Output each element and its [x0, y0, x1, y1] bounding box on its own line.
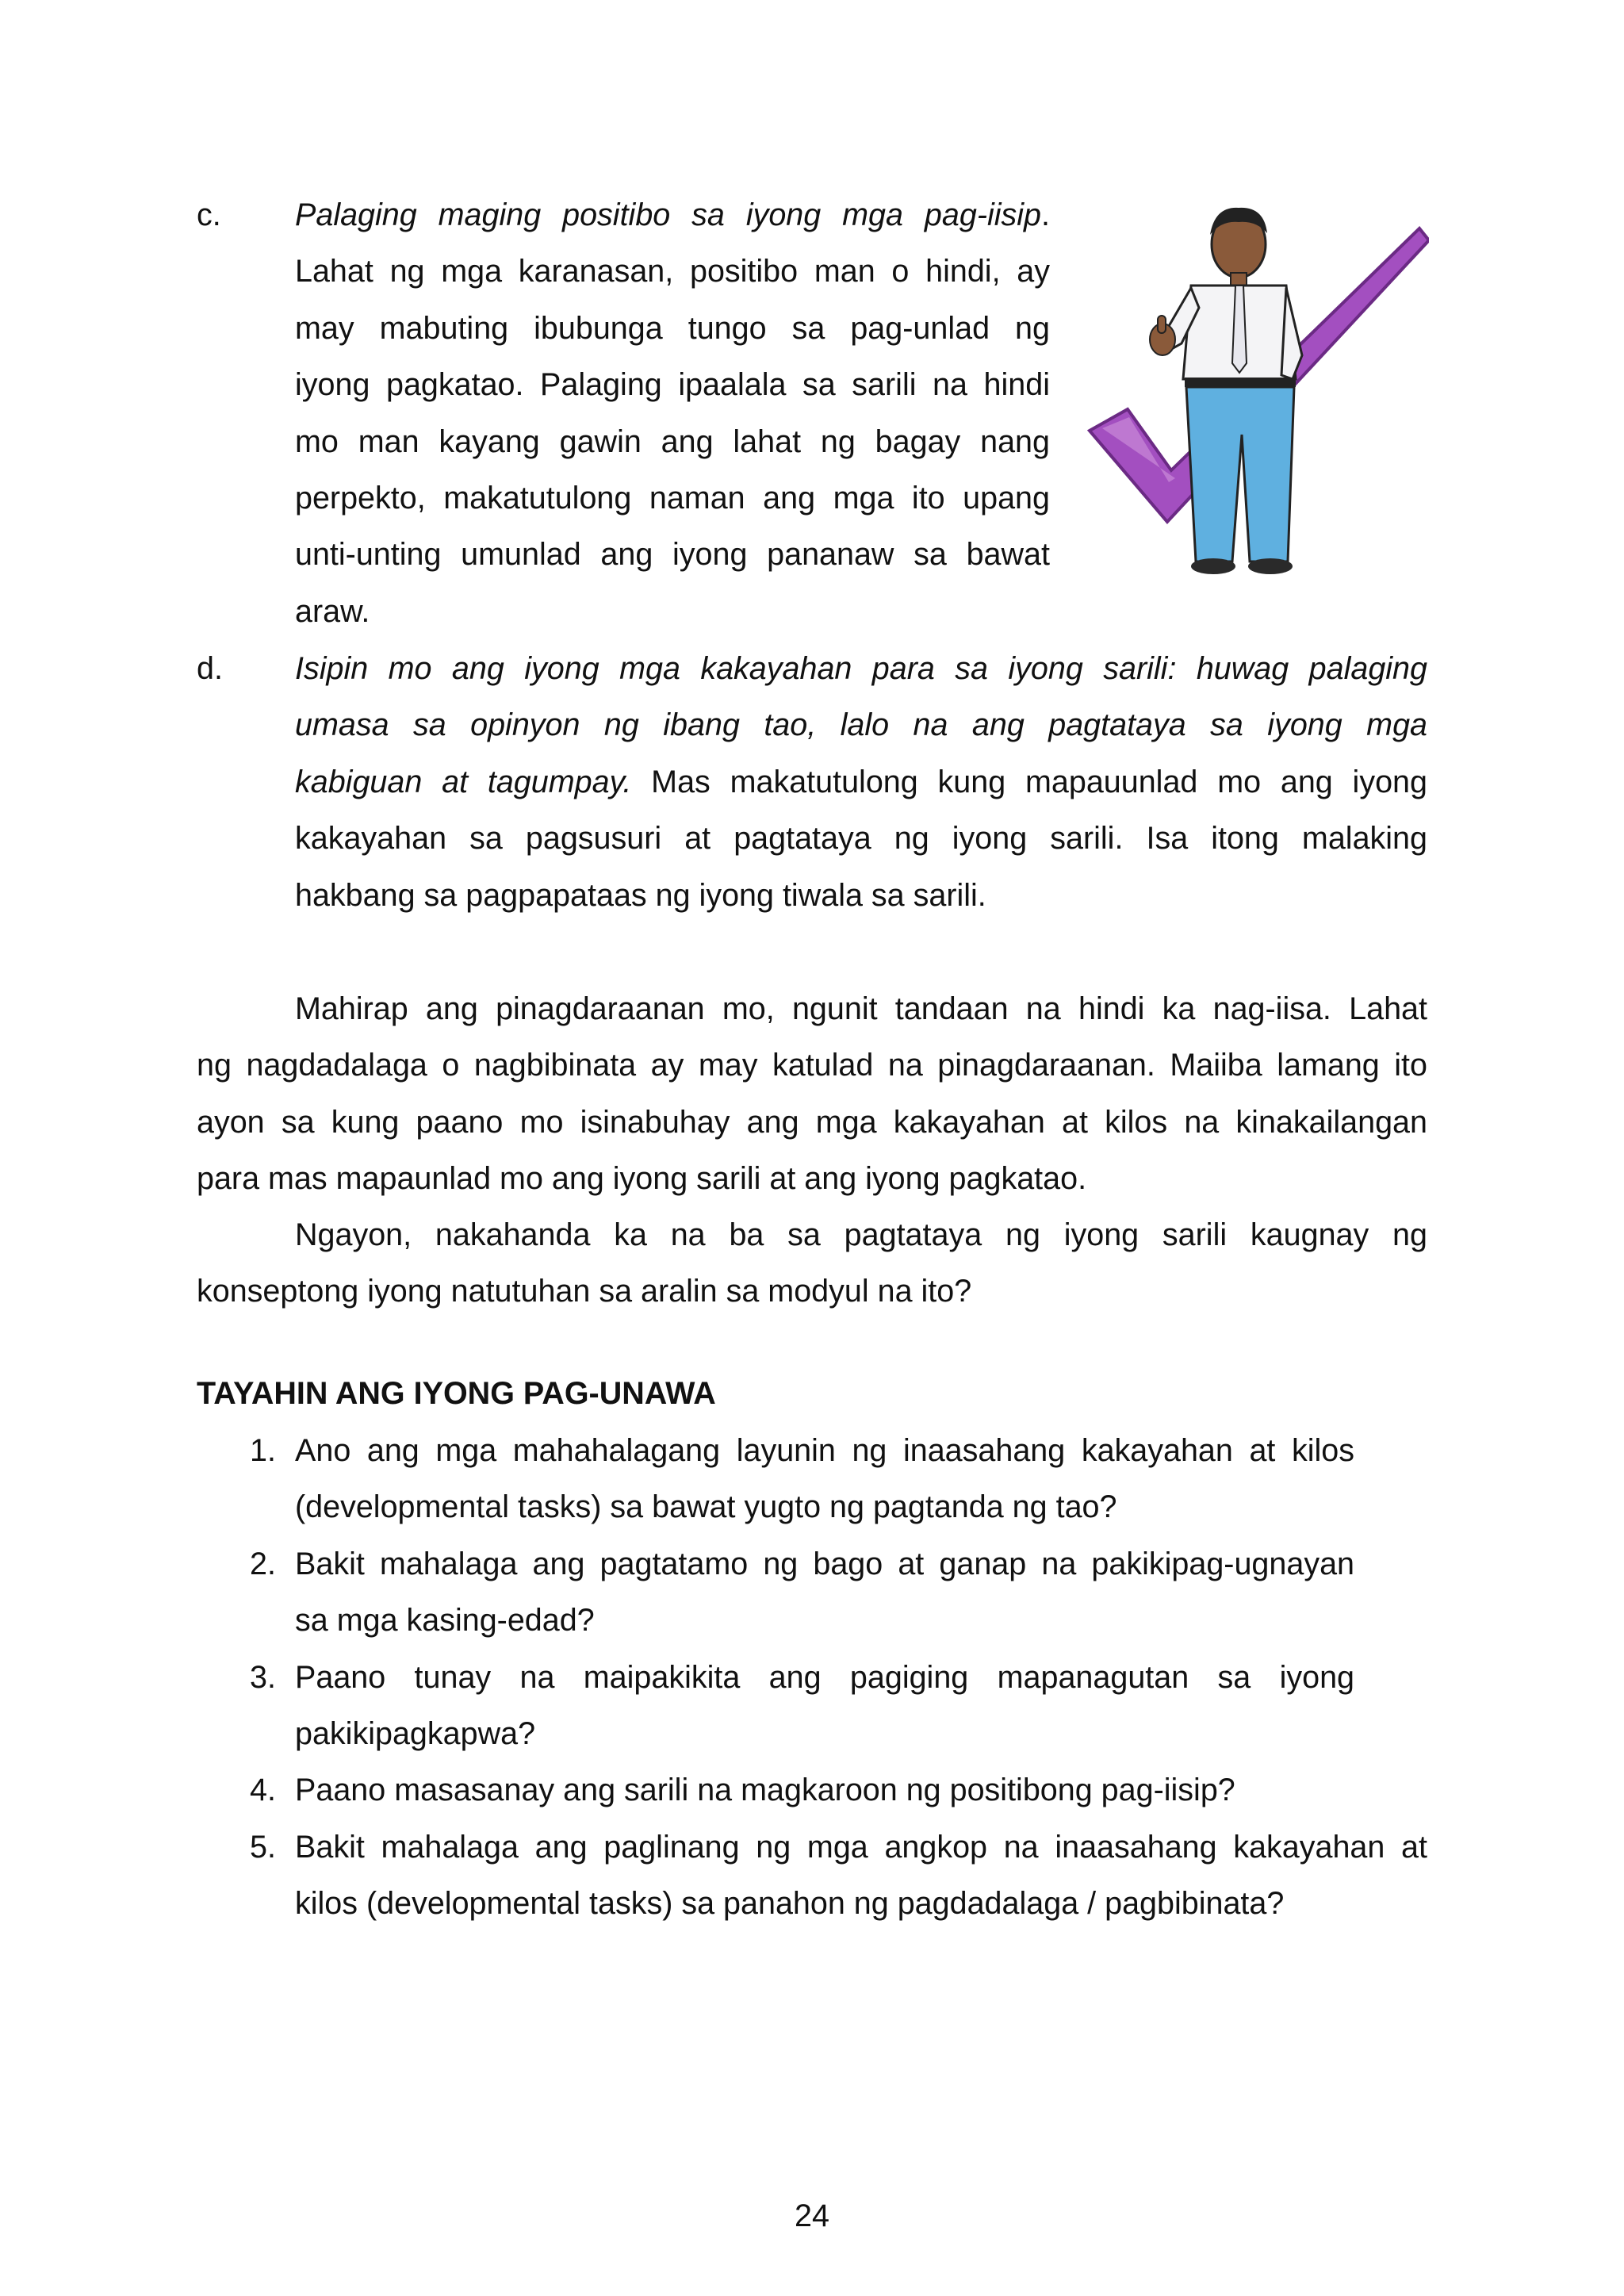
italic-text: Isipin mo ang iyong mga kakayahan para sa iyong sarili: huwag palaging — [295, 651, 1427, 686]
question-number: 5. — [250, 1829, 276, 1865]
text: kakayahan sa pagsusuri at pagtataya ng iyong sarili. Isa itong malaking — [295, 821, 1427, 857]
question-line: Bakit mahalaga ang pagtatamo ng bago at ganap na pakikipag-ugnayan — [295, 1546, 1354, 1581]
question-line: Paano masasanay ang sarili na magkaroon ng positibong pag-iisip? — [295, 1773, 1235, 1808]
paragraph-1-line: para mas mapaunlad mo ang iyong sarili at ang iyong pagkatao. — [197, 1161, 1087, 1197]
paragraph-2-line: Ngayon, nakahanda ka na ba sa pagtataya ng iyong sarili kaugnay ng — [295, 1217, 1427, 1252]
paragraph-1-line: ayon sa kung paano mo isinabuhay ang mga kakayahan at kilos na kinakailangan — [197, 1104, 1427, 1140]
question-number: 3. — [250, 1659, 276, 1695]
text: iyong pagkatao. Palaging ipaalala sa sarili na hindi — [295, 367, 1050, 403]
item-c-line — [295, 478, 1050, 518]
section-heading: TAYAHIN ANG IYONG PAG-UNAWA — [197, 1376, 716, 1411]
italic-text: Palaging maging positibo sa iyong mga pag-iisip — [295, 197, 1042, 232]
item-c-line — [295, 251, 1050, 291]
text: perpekto, makatutulong naman ang mga ito upang — [295, 481, 1050, 516]
item-c-line — [295, 592, 1050, 631]
paragraph-2-line: konseptong iyong natutuhan sa aralin sa modyul na ito? — [197, 1274, 972, 1309]
italic-text: kabiguan at tagumpay. — [295, 764, 632, 799]
question-line: (developmental tasks) sa bawat yugto ng pagtanda ng tao? — [295, 1489, 1117, 1525]
question-number: 4. — [250, 1773, 276, 1808]
page-number: 24 — [795, 2198, 829, 2233]
text: araw. — [295, 593, 370, 629]
boy-with-checkmark-illustration — [1080, 197, 1429, 577]
text: may mabuting ibubunga tungo sa pag-unlad ng — [295, 310, 1050, 346]
text: hakbang sa pagpapataas ng iyong tiwala sa sarili. — [295, 877, 986, 913]
question-line: Bakit mahalaga ang paglinang ng mga angkop na inaasahang kakayahan at — [295, 1829, 1427, 1865]
text: . — [1041, 197, 1050, 232]
question-line: pakikipagkapwa? — [295, 1716, 536, 1751]
item-c-label: c. — [197, 197, 221, 232]
text: mo man kayang gawin ang lahat ng bagay nang — [295, 424, 1050, 459]
question-line: sa mga kasing-edad? — [295, 1603, 595, 1639]
question-line: Ano ang mga mahahalagang layunin ng inaasahang kakayahan at kilos — [295, 1433, 1354, 1468]
item-d-line — [295, 818, 1427, 858]
text: unti-unting umunlad ang iyong pananaw sa bawat — [295, 537, 1050, 573]
paragraph-1-line: ng nagdadalaga o nagbibinata ay may katulad na pinagdaraanan. Maiiba lamang ito — [197, 1048, 1427, 1083]
question-number: 1. — [250, 1433, 276, 1468]
question-line: kilos (developmental tasks) sa panahon ng pagdadalaga / pagbibinata? — [295, 1886, 1285, 1922]
text: Mas makatutulong kung mapauunlad mo ang iyong — [631, 764, 1427, 799]
item-c-line — [295, 535, 1050, 574]
paragraph-1-line: Mahirap ang pinagdaraanan mo, ngunit tandaan na hindi ka nag-iisa. Lahat — [295, 991, 1427, 1026]
item-d-line — [295, 649, 1427, 688]
italic-text: umasa sa opinyon ng ibang tao, lalo na ang pagtataya sa iyong mga — [295, 707, 1427, 743]
question-number: 2. — [250, 1546, 276, 1581]
item-d-line — [295, 876, 1427, 915]
text: Lahat ng mga karanasan, positibo man o hindi, ay — [295, 254, 1050, 289]
item-d-label: d. — [197, 651, 223, 686]
question-line: Paano tunay na maipakikita ang pagiging mapanagutan sa iyong — [295, 1659, 1354, 1695]
item-d-line — [295, 705, 1427, 745]
item-c-line — [295, 309, 1050, 348]
item-c-line — [295, 365, 1050, 404]
item-c-line — [295, 195, 1050, 235]
item-d-line — [295, 762, 1427, 802]
item-c-line — [295, 422, 1050, 462]
